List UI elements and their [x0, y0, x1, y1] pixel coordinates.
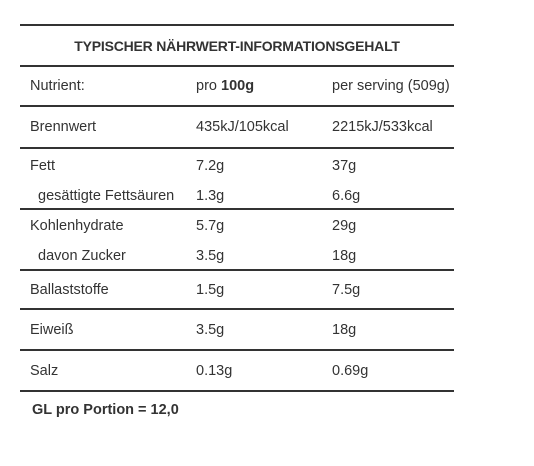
row-per100: 5.7g: [196, 218, 225, 234]
row-per100: 0.13g: [196, 362, 233, 379]
nutrition-table: [20, 24, 454, 392]
row-per100: 1.3g: [196, 187, 225, 204]
row-per100: 435kJ/105kcal: [196, 119, 289, 135]
glycemic-load-note: GL pro Portion = 12,0: [32, 402, 179, 418]
table-row-energy: [20, 107, 454, 149]
row-sublabel: gesättigte Fettsäuren: [38, 187, 175, 204]
row-serving: 0.69g: [332, 362, 369, 379]
table-row-protein: [20, 310, 454, 351]
row-per100: 7.2g: [196, 158, 225, 174]
row-label: Kohlenhydrate: [30, 218, 124, 234]
row-serving: 18g: [332, 247, 357, 264]
row-per100: 3.5g: [196, 321, 225, 338]
table-header-row: [20, 67, 454, 107]
table-row-carbohydrates: [20, 210, 454, 271]
header-per-100g: [196, 78, 254, 94]
header-per-serving: per serving (509g): [332, 78, 450, 94]
table-row-salt: [20, 351, 454, 392]
row-label: Eiweiß: [30, 321, 74, 338]
row-per100: 1.5g: [196, 281, 225, 298]
table-row-fat: [20, 149, 454, 210]
row-sublabel: davon Zucker: [38, 247, 126, 264]
table-row-fibre: [20, 271, 454, 310]
row-per100: 3.5g: [196, 247, 225, 264]
row-label: Ballaststoffe: [30, 281, 109, 298]
row-serving: 2215kJ/533kcal: [332, 119, 433, 135]
header-per-100g-prefix: pro: [196, 78, 221, 94]
row-serving: 6.6g: [332, 187, 361, 204]
table-title: TYPISCHER NÄHRWERT-INFORMATIONSGEHALT: [20, 24, 454, 67]
row-serving: 7.5g: [332, 281, 361, 298]
row-serving: 37g: [332, 158, 357, 174]
header-nutrient: Nutrient:: [30, 78, 85, 94]
row-label: Brennwert: [30, 119, 97, 135]
row-label: Salz: [30, 362, 59, 379]
header-per-100g-value: 100g: [221, 78, 255, 94]
row-serving: 29g: [332, 218, 357, 234]
row-label: Fett: [30, 158, 55, 174]
row-serving: 18g: [332, 321, 357, 338]
